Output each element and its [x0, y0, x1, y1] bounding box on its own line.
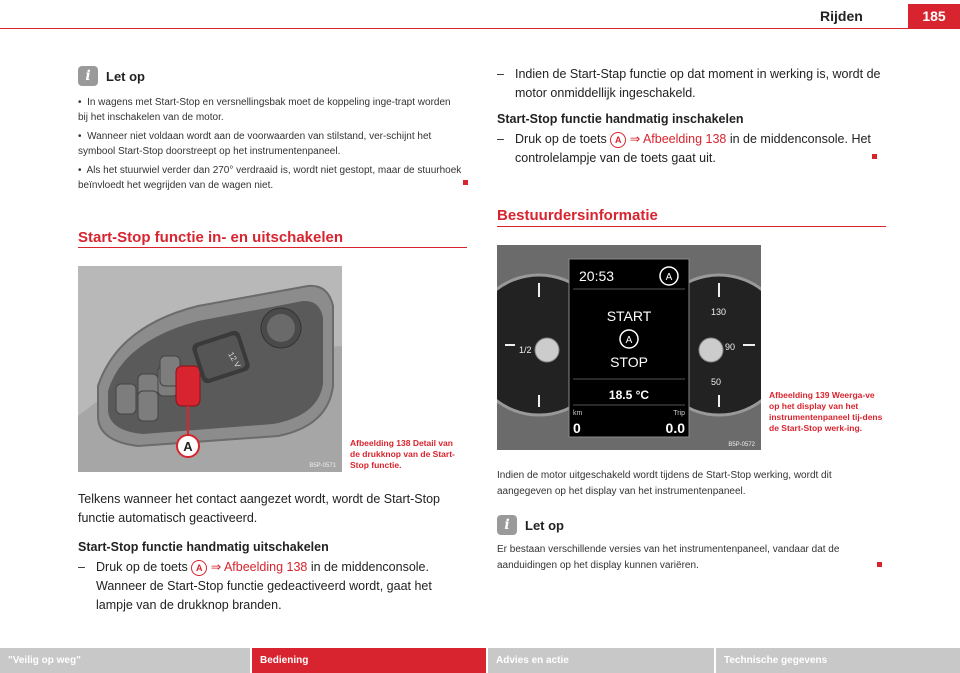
display-trip-value: 0.0	[665, 420, 685, 436]
step-item: – Druk op de toets A ⇒ Afbeelding 138 in de middenconsole. Het controlelampje van de toets gaat uit.	[497, 132, 871, 165]
figure-caption: Afbeelding 138 Detail van de drukknop van de Start-Stop functie.	[350, 438, 455, 470]
intro-paragraph: Telkens wanneer het contact aangezet wordt, wordt de Start-Stop functie automatisch geactiveerd.	[78, 492, 441, 525]
info-icon: i	[497, 515, 517, 535]
subheading: Start-Stop functie handmatig uitschakelen	[78, 540, 329, 554]
dash-marker: –	[497, 67, 504, 81]
callout-a: A	[183, 439, 193, 454]
section-rule	[497, 226, 886, 227]
section-title: Start-Stop functie in- en uitschakelen	[78, 229, 344, 246]
dash-marker: –	[497, 132, 504, 146]
footer-tab-veilig[interactable]: "Veilig op weg"	[0, 648, 250, 673]
fuel-half-label: 1/2	[519, 345, 532, 355]
display-start-text: START	[606, 308, 652, 324]
footer-tab-bediening[interactable]: Bediening	[252, 648, 486, 673]
note-bullets	[78, 95, 463, 197]
note-bullet: • Als het stuurwiel verder dan 270° verdraaid is, wordt niet gestopt, maar de stuurhoek beïnvloedt het wegrijden van de wagen niet.	[78, 165, 462, 191]
body-paragraph: Indien de motor uitgeschakeld wordt tijdens de Start-Stop werking, wordt dit aangegeven op het display van het instrumentenpaneel.	[497, 470, 832, 497]
temp-50-label: 50	[711, 377, 722, 387]
dash-marker: –	[78, 560, 85, 574]
step-item: – Druk op de toets A ⇒ Afbeelding 138 in de middenconsole. Wanneer de Start-Stop functie gedeactiveerd wordt, gaat het lampje van de drukknop branden.	[78, 560, 432, 612]
display-trip-label: Trip	[673, 410, 685, 417]
figure-reference-link[interactable]: ⇒ Afbeelding 138	[629, 132, 727, 146]
button-a-icon: A	[191, 560, 207, 576]
display-km-value: 0	[573, 420, 581, 436]
header-rule	[0, 28, 960, 29]
note-heading-label: Let op	[525, 517, 564, 533]
figure-reference-link[interactable]: ⇒ Afbeelding 138	[210, 560, 308, 574]
end-mark	[463, 180, 468, 185]
note-heading	[497, 515, 564, 535]
figure-instrument-panel	[497, 245, 761, 450]
note-text: Er bestaan verschillende versies van het instrumentenpaneel, vandaar dat de aanduidingen op het display kunnen variëren.	[497, 544, 840, 571]
start-stop-button-graphic	[176, 366, 200, 406]
note-bullet: • In wagens met Start-Stop en versnellingsbak moet de koppeling inge-trapt worden bij het inschakelen van de motor.	[78, 97, 451, 123]
button-a-icon: A	[610, 132, 626, 148]
figure-code: B5P-0572	[728, 442, 755, 448]
display-start-stop-symbol: A	[625, 335, 633, 346]
temp-130-label: 130	[711, 307, 727, 317]
note-heading-label: Let op	[106, 68, 145, 84]
display-time: 20:53	[579, 268, 615, 284]
figure-start-stop-button	[78, 266, 342, 472]
page-header-title: Rijden	[820, 8, 863, 24]
figure-caption: Afbeelding 139 Weerga-ve op het display van het instrumentenpaneel tij-dens de Start-Stop werk-ing.	[769, 390, 883, 433]
info-icon: i	[78, 66, 98, 86]
end-mark	[877, 562, 882, 567]
footer-tab-technische[interactable]: Technische gegevens	[716, 648, 960, 673]
right-step-item: – Indien de Start-Stap functie op dat moment in werking is, wordt de motor onmiddellijk ingeschakeld.	[497, 67, 881, 100]
note-heading	[78, 66, 145, 86]
page-number: 185	[908, 4, 960, 28]
note-bullet: • Wanneer niet voldaan wordt aan de voorwaarden van stilstand, ver-schijnt het symbool Start-Stop doorstreept op het instrumentenpaneel.	[78, 131, 432, 157]
section-title: Bestuurdersinformatie	[497, 207, 658, 224]
footer-tab-advies[interactable]: Advies en actie	[488, 648, 714, 673]
end-mark	[872, 154, 877, 159]
temp-90-label: 90	[725, 342, 736, 352]
socket-label: 12 V	[226, 350, 243, 370]
display-temperature: 18.5 °C	[608, 388, 650, 402]
section-rule	[78, 247, 467, 248]
display-km-label: km	[573, 410, 583, 417]
display-a-symbol: A	[665, 272, 673, 283]
figure-code: B5P-0571	[309, 463, 336, 469]
subheading: Start-Stop functie handmatig inschakelen	[497, 112, 744, 126]
display-stop-text: STOP	[610, 354, 648, 370]
